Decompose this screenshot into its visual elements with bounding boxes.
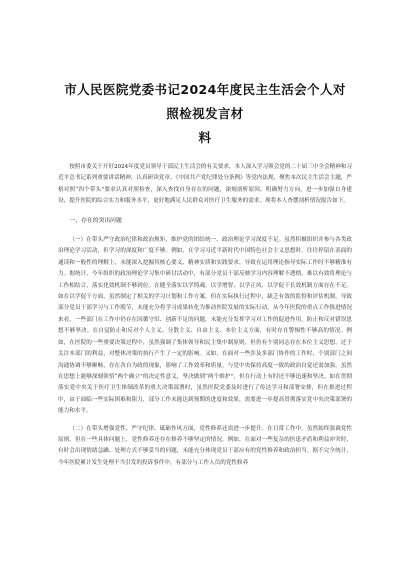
problem-item-1: （一）在带头严守政治纪律和政治规矩，维护党的团结统一、政治理论学习深度不足。虽然积极组织并参与各类政治理论学习活动，但学习的深度和广度不够。例如，在学习习近平新时代中国特色社会主义思想时，往往停留在表面的通读和一般性的理解上，未能深入挖掘其核心要义、精神实质和实践要求，导致在运用理论指导实际工作时不够精准有力。据统计，今年组织的政治理论学习集中研讨活动中，有部分党员干部反映学习内容理解不透彻，难以有效将理论与工作相结合，落实化效机制不够到位。在健全落实以学铸魂、以学增智、以学正风、以学促干长效机制方面存在不足。如在以学促干方面，虽然制定了相关的学习计划和工作方案，但在实际执行过程中，缺乏有效的监督和评估机制，导致部分党员干部学习与工作脱节，未能充分将学习成果转化为推动医院发展的实际行动。从今年医院的重点工作推进情况来看，一些部门在工作中仍存在因循守旧、创新不足的问题，未能充分发挥学习对工作的促进作用，防止和反对错误思想不够坚决。在自觉防止和反对个人主义、分散主义、自由主义、本位主义方面，有时存在警惕性不够高的情况。例如，在医院的一些重要决策过程中，虽然强调了集体领导和民主集中制原则，但仍有个别同志存在本位主义思想，过于关注本部门的利益，对整体决策的执行产生了一定的影响。又如，在面对一些涉及多部门协作的工作时，个别部门之间沟通协调不够顺畅，存在各自为政的现象，影响了工作效率和质量。与党中央保持高度一致的政治自觉还需加强。虽然在思想上能够深刻领悟“两个确立”的决定性意义，坚决做到“两个维护”，但在行动上有时还不够迅速和坚决。如在贯彻落实党中央关于医疗卫生体制改革的重大决策部署时，虽然医院党委及时进行了传达学习和部署安排，但在推进过程中，由于面临一些实际困难和阻力，部分工作未能达到预期的进度和效果，需要进一步提高贯彻落实党中央决策部署的能力和水平。: [58, 237, 352, 415]
section-heading-1: 一、存在的突出问题: [69, 217, 122, 224]
title-line-2: 料: [198, 130, 212, 145]
intro-paragraph: 按照市委关于开好2024年度党员领导干部民主生活会的有关要求，本人深入学习领会党的二十届三中全会精神和习近平总书记系列重要讲话精神，认真研读党章、《中国共产党纪律处分条例》等党内法规，聚焦本次民主生活会主题，严格对照“四个带头”要求认真对照检查，深入查找自身存在的问题，深刻剖析原因，明确努力方向，进一步加强自身建设，提升医院的综合实力和服务水平，更好地满足人民群众对医疗卫生服务的需求。现将本人查摆剖析情况报告如下。: [58, 164, 352, 205]
problem-item-2: （二）在带头增强党性、严守纪律、砥砺作风方面，党性修养还需进一步提升。在日常工作中，虽然始终强调党性原则，但在一些具体问题上，党性修养还存在修养不够坚定的情况。例如，在面对一些复杂的医患矛盾和利益冲突时，有时会出现情绪急躁、处理方式不够妥当的问题，未能充分体现党员干部应有的党性修养和政治担当。据不完全统计，今年医院累计发生处理不当引发的投诉事件中，有部分与工作人员的党性修养: [58, 425, 352, 466]
title-line-1: 市人民医院党委书记2024年度民主生活会个人对照检视发言材: [64, 82, 346, 121]
document-title: [58, 78, 352, 150]
